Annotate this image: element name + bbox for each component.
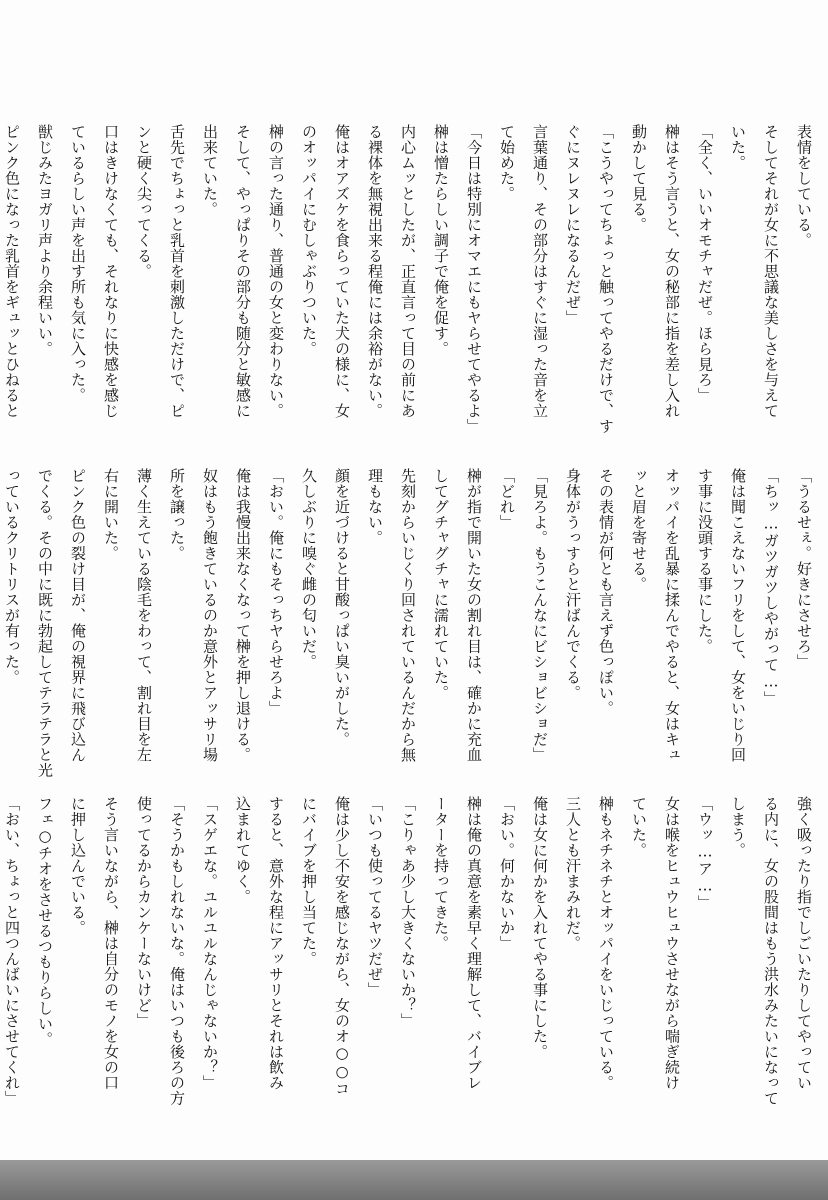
text-column: 「どれ」 bbox=[498, 468, 516, 530]
text-column: 俺は少し不安を感じながら、女のオ○○コ bbox=[333, 796, 351, 1097]
text-column: 「見ろよ。もうこんなにビショビショだ」 bbox=[531, 468, 549, 763]
text-column: 「今日は特別にオマエにもヤらせてやるよ」 bbox=[465, 124, 483, 434]
text-column: でくる。その中に既に勃起してテラテラと光 bbox=[36, 468, 54, 778]
text-column: 榊はそう言うと、女の秘部に指を差し入れ bbox=[663, 124, 681, 419]
text-column: 榊が指で開いた女の割れ目は、確かに充血 bbox=[465, 468, 483, 763]
text-column: 舌先でちょっと乳首を刺激しただけで、ピ bbox=[168, 124, 186, 419]
text-column: に押し込んでいる。 bbox=[69, 796, 87, 936]
text-column: 「いつも使ってるヤツだぜ」 bbox=[366, 796, 384, 998]
text-column: 「全く、いいオモチャだぜ。ほら見ろ」 bbox=[696, 124, 714, 403]
text-column: 榊は憎たらしい調子で俺を促す。 bbox=[432, 124, 450, 357]
text-column: しまう。 bbox=[729, 796, 747, 858]
text-column: 「スゲエな。ユルユルなんじゃないか？」 bbox=[201, 796, 219, 1091]
text-column: 女は喉をヒュウヒュウさせながら喘ぎ続け bbox=[663, 796, 681, 1091]
text-column: いた。 bbox=[729, 124, 747, 171]
text-column: 俺は聞こえないフリをして、女をいじり回 bbox=[729, 468, 747, 763]
text-column: 俺はオアズケを食らっていた犬の様に、女 bbox=[333, 124, 351, 419]
text-column: 「おい。俺にもそっちヤらせろよ」 bbox=[267, 468, 285, 716]
text-column: 獣じみたヨガリ声より余程いい。 bbox=[36, 124, 54, 357]
text-column: 「ウッ…ア…」 bbox=[696, 796, 714, 911]
text-column: 薄く生えている陰毛をわって、割れ目を左 bbox=[135, 468, 153, 763]
text-column: 理もない。 bbox=[366, 468, 384, 546]
text-column: ッと眉を寄せる。 bbox=[630, 468, 648, 592]
text-column: ンと硬く尖ってくる。 bbox=[135, 124, 153, 279]
text-column: 久しぶりに嗅ぐ雌の匂いだ。 bbox=[300, 468, 318, 670]
text-column: 「そうかもしれないな。俺はいつも後ろの方 bbox=[168, 796, 186, 1106]
text-column: 使ってるからカンケーないけど」 bbox=[135, 796, 153, 1029]
text-column: オッパイを乱暴に揉んでやると、女はキュ bbox=[663, 468, 681, 763]
text-column: 言葉通り、その部分はすぐに湿った音を立 bbox=[531, 124, 549, 419]
text-column: その表情が何とも言えず色っぽい。 bbox=[597, 468, 615, 716]
text-column: にバイブを押し当てた。 bbox=[300, 796, 318, 967]
page-footer-band bbox=[0, 1160, 828, 1200]
text-block-middle bbox=[3, 468, 814, 790]
text-column: 「こうやってちょっと触ってやるだけで、す bbox=[597, 124, 615, 434]
text-column: ていた。 bbox=[630, 796, 648, 858]
text-column: 先刻からいじくり回されているんだから無 bbox=[399, 468, 417, 763]
text-column: す事に没頭する事にした。 bbox=[696, 468, 714, 654]
text-column: してグチャグチャに濡れていた。 bbox=[432, 468, 450, 701]
text-column: て始めた。 bbox=[498, 124, 516, 202]
text-column: 「ちッ…ガツガツしやがって…」 bbox=[762, 468, 780, 707]
text-column: 俺は我慢出来なくなって榊を押し退ける。 bbox=[234, 468, 252, 763]
text-column: 三人とも汗まみれだ。 bbox=[564, 796, 582, 951]
text-column: 「おい。何かないか」 bbox=[498, 796, 516, 951]
text-column: る裸体を無視出来る程俺には余裕がない。 bbox=[366, 124, 384, 419]
text-column: 出来ていた。 bbox=[201, 124, 219, 217]
text-column: ピンク色になった乳首をギュッとひねると bbox=[3, 124, 21, 419]
text-column: ーターを持ってきた。 bbox=[432, 796, 450, 951]
text-column: ピンク色の裂け目が、俺の視界に飛び込ん bbox=[69, 468, 87, 763]
text-column: 奴はもう飽きているのか意外とアッサリ場 bbox=[201, 468, 219, 763]
text-column: ぐにヌレヌレになるんだぜ」 bbox=[564, 124, 582, 326]
text-column: 右に開いた。 bbox=[102, 468, 120, 561]
text-column: 表情をしている。 bbox=[795, 124, 813, 248]
text-column: 榊の言った通り、普通の女と変わりない。 bbox=[267, 124, 285, 419]
text-column: 「こりゃあ少し大きくないか？」 bbox=[399, 796, 417, 1029]
text-column: 顔を近づけると甘酸っぱい臭いがした。 bbox=[333, 468, 351, 747]
text-column: のオッパイにむしゃぶりついた。 bbox=[300, 124, 318, 357]
text-column: 所を譲った。 bbox=[168, 468, 186, 561]
text-column: そしてそれが女に不思議な美しさを与えて bbox=[762, 124, 780, 419]
text-column: 榊もネチネチとオッパイをいじっている。 bbox=[597, 796, 615, 1091]
text-column: 内心ムッとしたが、正直言って目の前にあ bbox=[399, 124, 417, 419]
text-column: 強く吸ったり指でしごいたりしてやってい bbox=[795, 796, 813, 1091]
text-column: 口はきけなくても、それなりに快感を感じ bbox=[102, 124, 120, 419]
text-block-bottom bbox=[3, 796, 814, 1136]
text-column: 「うるせぇ。好きにさせろ」 bbox=[795, 468, 813, 670]
text-column: そして、やっぱりその部分も随分と敏感に bbox=[234, 124, 252, 419]
text-column: ているらしい声を出す所も気に入った。 bbox=[69, 124, 87, 403]
text-column: フェ○チオをさせるつもりらしい。 bbox=[36, 796, 54, 1047]
text-column: 榊は俺の真意を素早く理解して、バイブレ bbox=[465, 796, 483, 1091]
text-column: っているクリトリスが有った。 bbox=[3, 468, 21, 685]
text-column: 俺は女に何かを入れてやる事にした。 bbox=[531, 796, 549, 1060]
text-block-top bbox=[3, 124, 814, 454]
text-column: そう言いながら、榊は自分のモノを女の口 bbox=[102, 796, 120, 1091]
text-column: 動かして見る。 bbox=[630, 124, 648, 233]
text-column: 込まれてゆく。 bbox=[234, 796, 252, 905]
text-column: る内に、女の股間はもう洪水みたいになって bbox=[762, 796, 780, 1106]
text-column: 身体がうっすらと汗ばんでくる。 bbox=[564, 468, 582, 701]
text-column: すると、意外な程にアッサリとそれは飲み bbox=[267, 796, 285, 1091]
text-column: 「おい、ちょっと四つんばいにさせてくれ」 bbox=[3, 796, 21, 1106]
